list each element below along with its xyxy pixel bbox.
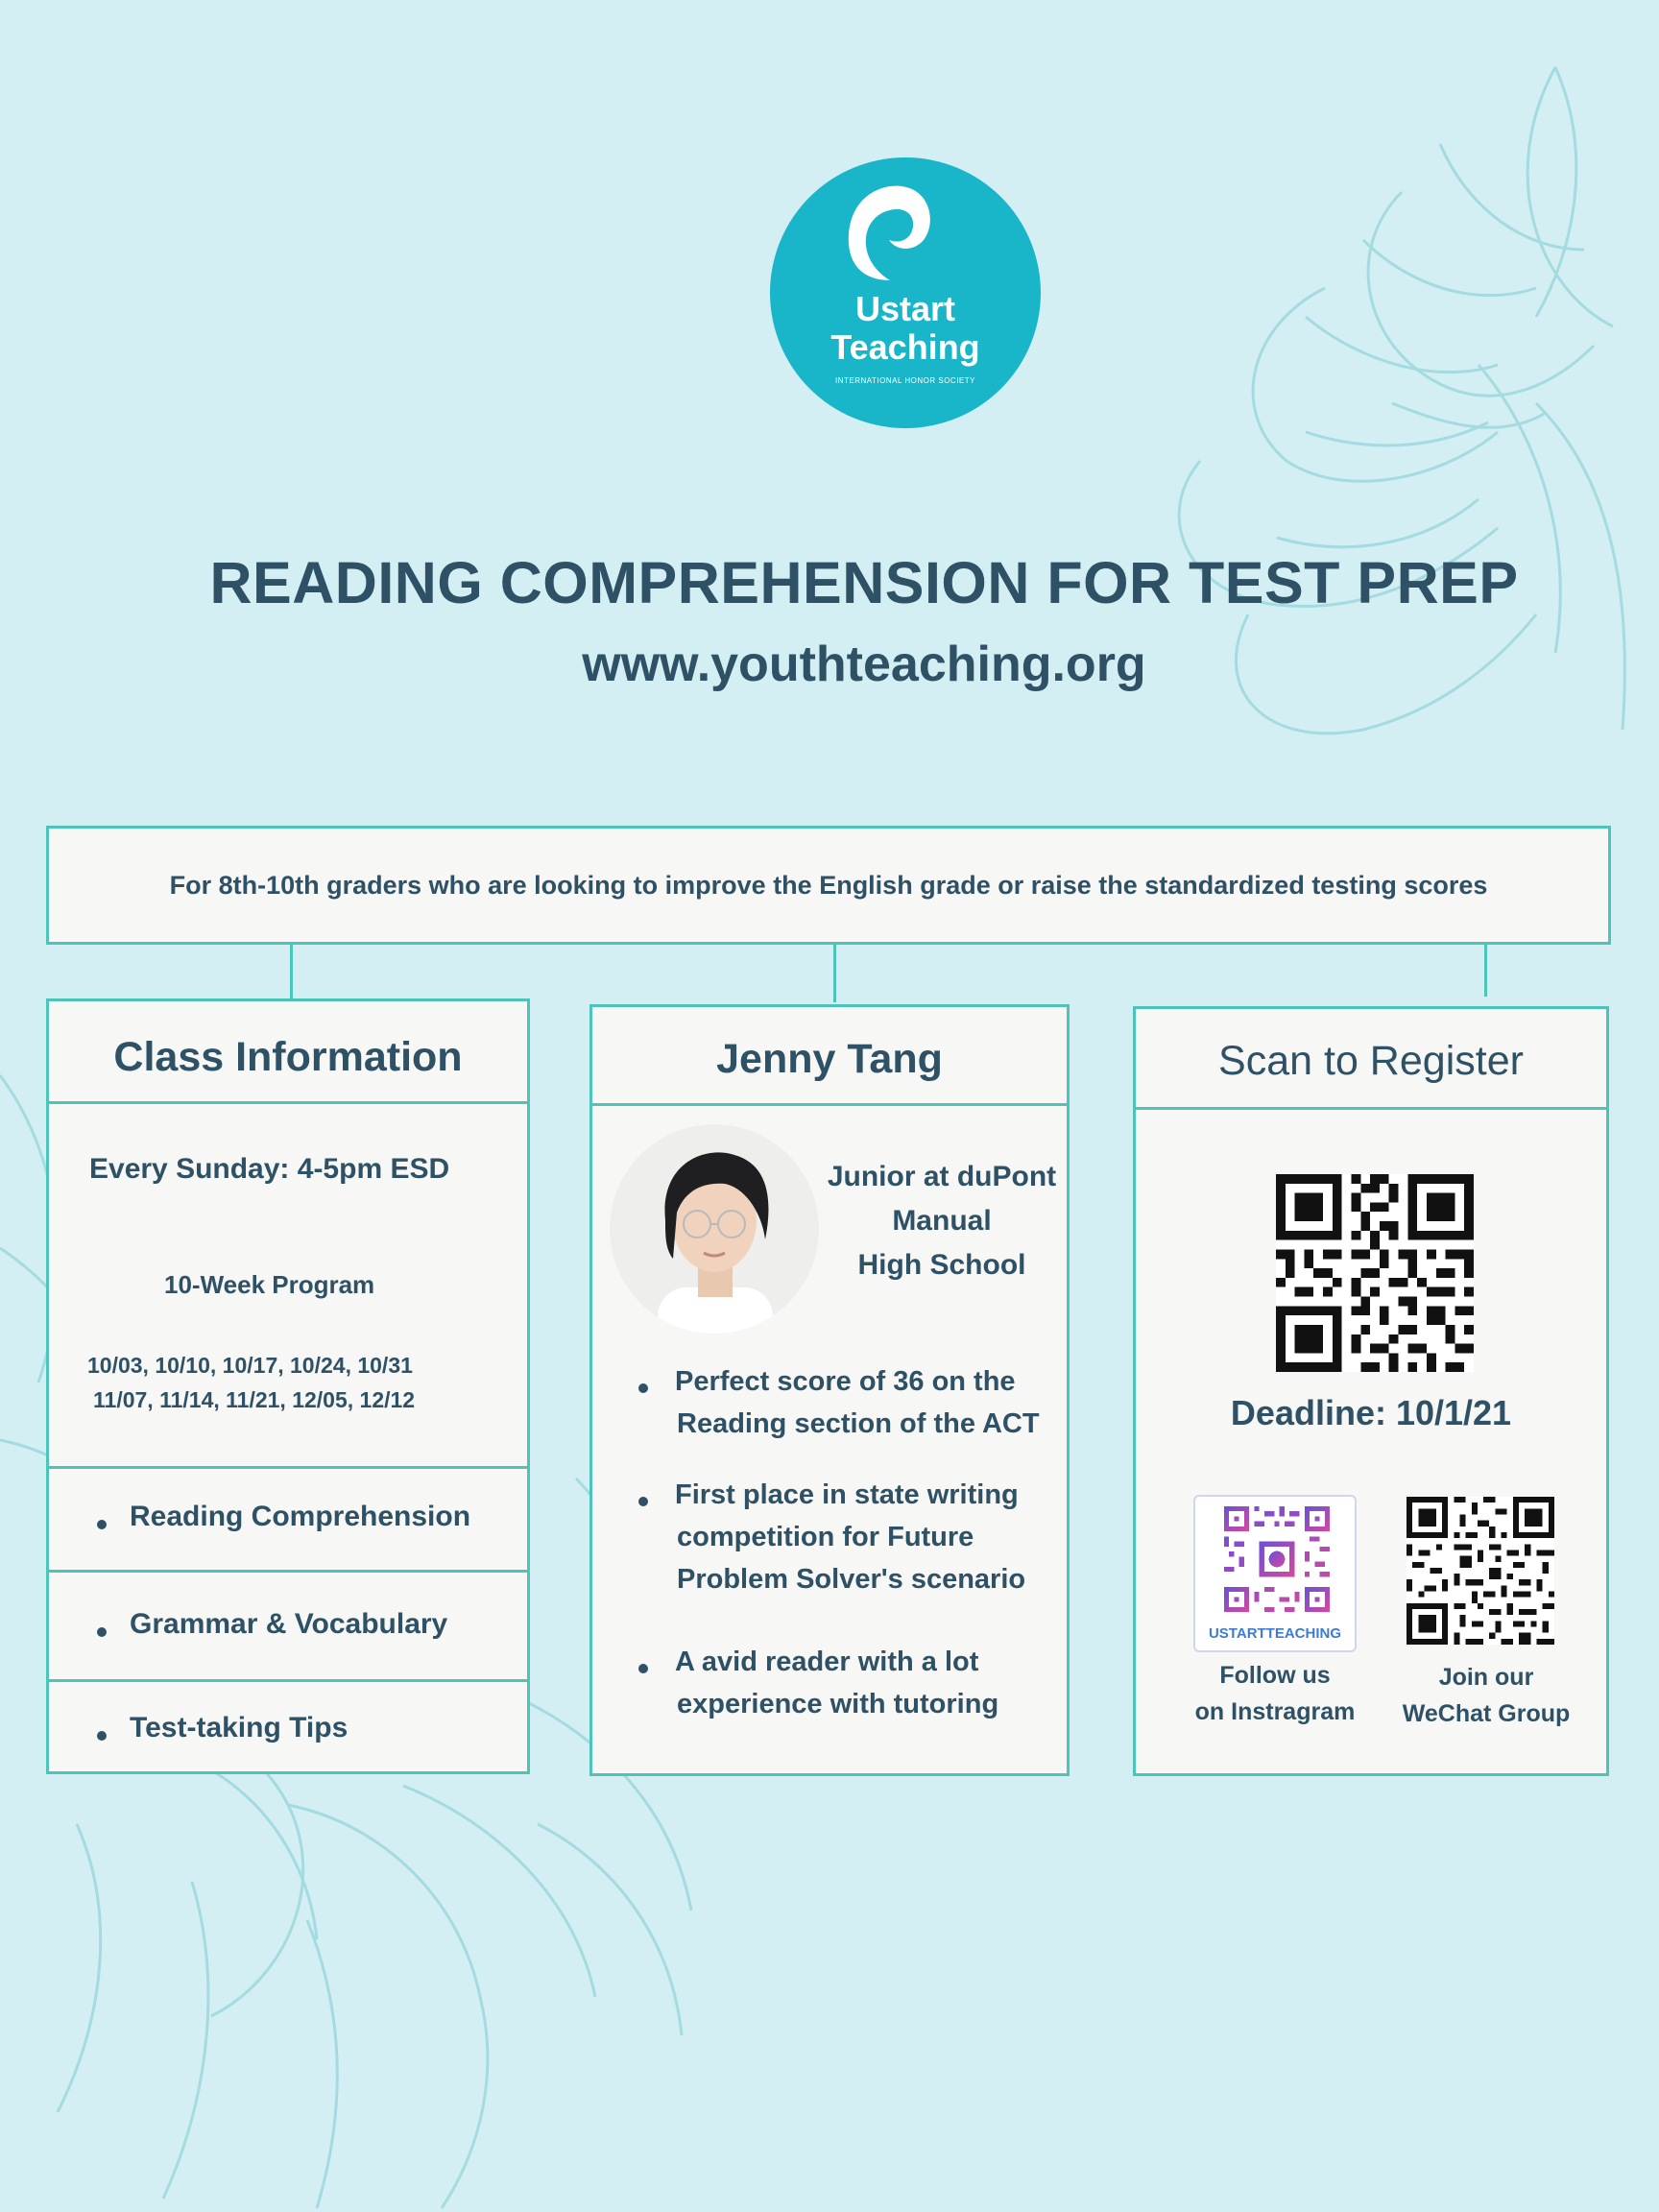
highlight-act-line1: Perfect score of 36 on the — [675, 1366, 1016, 1397]
bullet-icon — [97, 1731, 107, 1741]
bullet-icon — [638, 1383, 648, 1393]
topic-grammar: Grammar & Vocabulary — [130, 1608, 448, 1640]
register-heading: Scan to Register — [1218, 1038, 1524, 1084]
instructor-school-line1: Junior at duPont — [827, 1161, 1057, 1192]
connector-right — [1484, 945, 1487, 997]
highlight-writing-line1: First place in state writing — [675, 1479, 1019, 1510]
instructor-school-line2: Manual — [892, 1205, 992, 1237]
wechat-caption-line1: Join our — [1438, 1664, 1534, 1691]
wechat-qr-code[interactable] — [1407, 1497, 1554, 1645]
register-qr-code[interactable] — [1276, 1174, 1474, 1372]
audience-text: For 8th-10th graders who are looking to improve the English grade or raise the standardized testing scores — [169, 870, 1488, 900]
topic-test-tips: Test-taking Tips — [130, 1712, 349, 1743]
topic-reading: Reading Comprehension — [130, 1501, 471, 1532]
instagram-caption-line1: Follow us — [1219, 1662, 1331, 1689]
instructor-name: Jenny Tang — [716, 1036, 943, 1082]
highlight-writing-line2: competition for Future — [677, 1522, 974, 1552]
logo-text-line3: INTERNATIONAL HONOR SOCIETY — [835, 376, 975, 385]
ustart-teaching-logo — [770, 157, 1041, 428]
instagram-qr-code — [1224, 1506, 1330, 1612]
instagram-handle: USTARTTEACHING — [1208, 1625, 1342, 1642]
bullet-icon — [97, 1627, 107, 1637]
class-schedule: Every Sunday: 4-5pm ESD — [89, 1153, 450, 1185]
divider — [49, 1679, 527, 1682]
wechat-caption-line2: WeChat Group — [1402, 1700, 1571, 1727]
connector-left — [290, 945, 293, 998]
instructor-panel — [589, 1004, 1070, 1776]
instructor-school-line3: High School — [857, 1249, 1026, 1281]
highlight-reader-line1: A avid reader with a lot — [675, 1647, 979, 1677]
class-dates-line2: 11/07, 11/14, 11/21, 12/05, 12/12 — [93, 1387, 416, 1412]
class-info-panel — [46, 998, 530, 1774]
instagram-qr-card[interactable] — [1193, 1495, 1357, 1652]
highlight-reader-line2: experience with tutoring — [677, 1689, 999, 1719]
class-dates-line1: 10/03, 10/10, 10/17, 10/24, 10/31 — [87, 1353, 413, 1378]
divider — [592, 1103, 1067, 1106]
page-title: READING COMPREHENSION FOR TEST PREP — [209, 550, 1519, 615]
highlight-act-line2: Reading section of the ACT — [677, 1408, 1040, 1439]
divider — [49, 1101, 527, 1104]
instagram-caption-line2: on Instragram — [1194, 1698, 1356, 1725]
registration-deadline: Deadline: 10/1/21 — [1230, 1393, 1512, 1432]
class-info-heading: Class Information — [113, 1034, 463, 1080]
instructor-avatar — [610, 1124, 819, 1334]
logo-text-line1: Ustart — [854, 289, 956, 328]
program-length: 10-Week Program — [164, 1270, 375, 1299]
divider — [1136, 1107, 1606, 1110]
divider — [49, 1570, 527, 1573]
bullet-icon — [638, 1497, 648, 1506]
audience-banner — [46, 826, 1611, 945]
connector-center — [833, 945, 836, 1002]
bullet-icon — [97, 1520, 107, 1529]
register-panel — [1133, 1006, 1609, 1776]
website-url[interactable]: www.youthteaching.org — [582, 637, 1146, 692]
divider — [49, 1466, 527, 1469]
logo-text-line2: Teaching — [830, 327, 980, 367]
highlight-writing-line3: Problem Solver's scenario — [677, 1564, 1026, 1595]
bullet-icon — [638, 1664, 648, 1673]
